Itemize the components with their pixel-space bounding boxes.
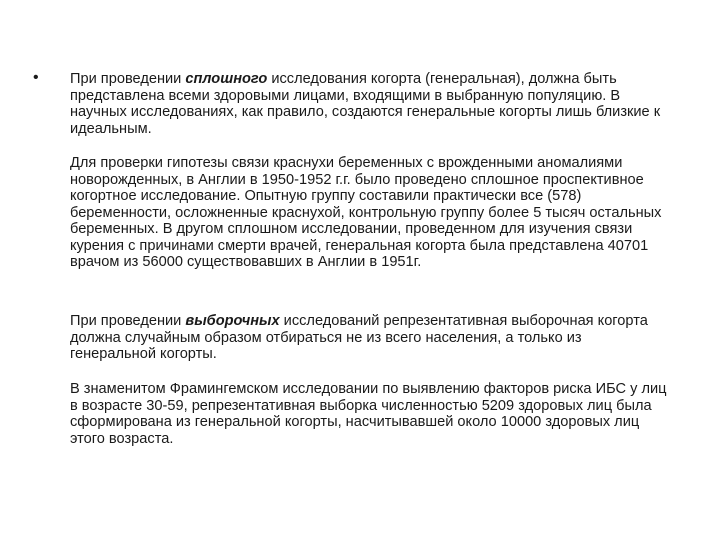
text-segment: исследования когорта (генеральная), должна быть представлена всеми здоровыми лицами, входящими в выбранную популяцию. В научных исследованиях, как правило, создаются генеральные когорты лишь близкие к идеальным. [70, 71, 661, 137]
text-segment: Для проверки гипотезы связи краснухи беременных с врожденными аномалиями новорожденных, в Англии в 1950-1952 г.г. было проведено сплошное проспективное когортное исследование. Опытную группу составили практически все (578) беременности, осложненные краснухой, контрольную группу более 5 тысяч остальных беременных. В другом сплошном исследовании, проведенном для изучения связи курения с причинами смерти врачей, генеральная когорта была представлена 40701 врачом из 56000 существовавших в Англии в 1951г. [70, 155, 662, 270]
paragraph-sample-study [70, 313, 670, 363]
text-segment: В знаменитом Фрамингемском исследовании по выявлению факторов риска ИБС у лиц в возрасте 30-59, репрезентативная выборка численностью 5209 здоровых лиц была сформирована из генеральной когорты, насчитывавшей около 10000 здоровых лиц этого возраста. [70, 381, 667, 447]
bullet-marker: • [33, 69, 39, 86]
text-segment: исследований репрезентативная выборочная когорта должна случайным образом отбираться не из всего населения, а только из генеральной когорты. [70, 313, 648, 362]
text-segment: При проведении [70, 313, 186, 329]
emphasis-term: выборочных [185, 313, 280, 329]
paragraph-continuous-study [70, 71, 670, 137]
paragraph-framingham-example [70, 381, 670, 447]
emphasis-term: сплошного [185, 71, 268, 87]
paragraph-rubella-example [70, 155, 670, 271]
text-segment: При проведении [70, 71, 186, 87]
